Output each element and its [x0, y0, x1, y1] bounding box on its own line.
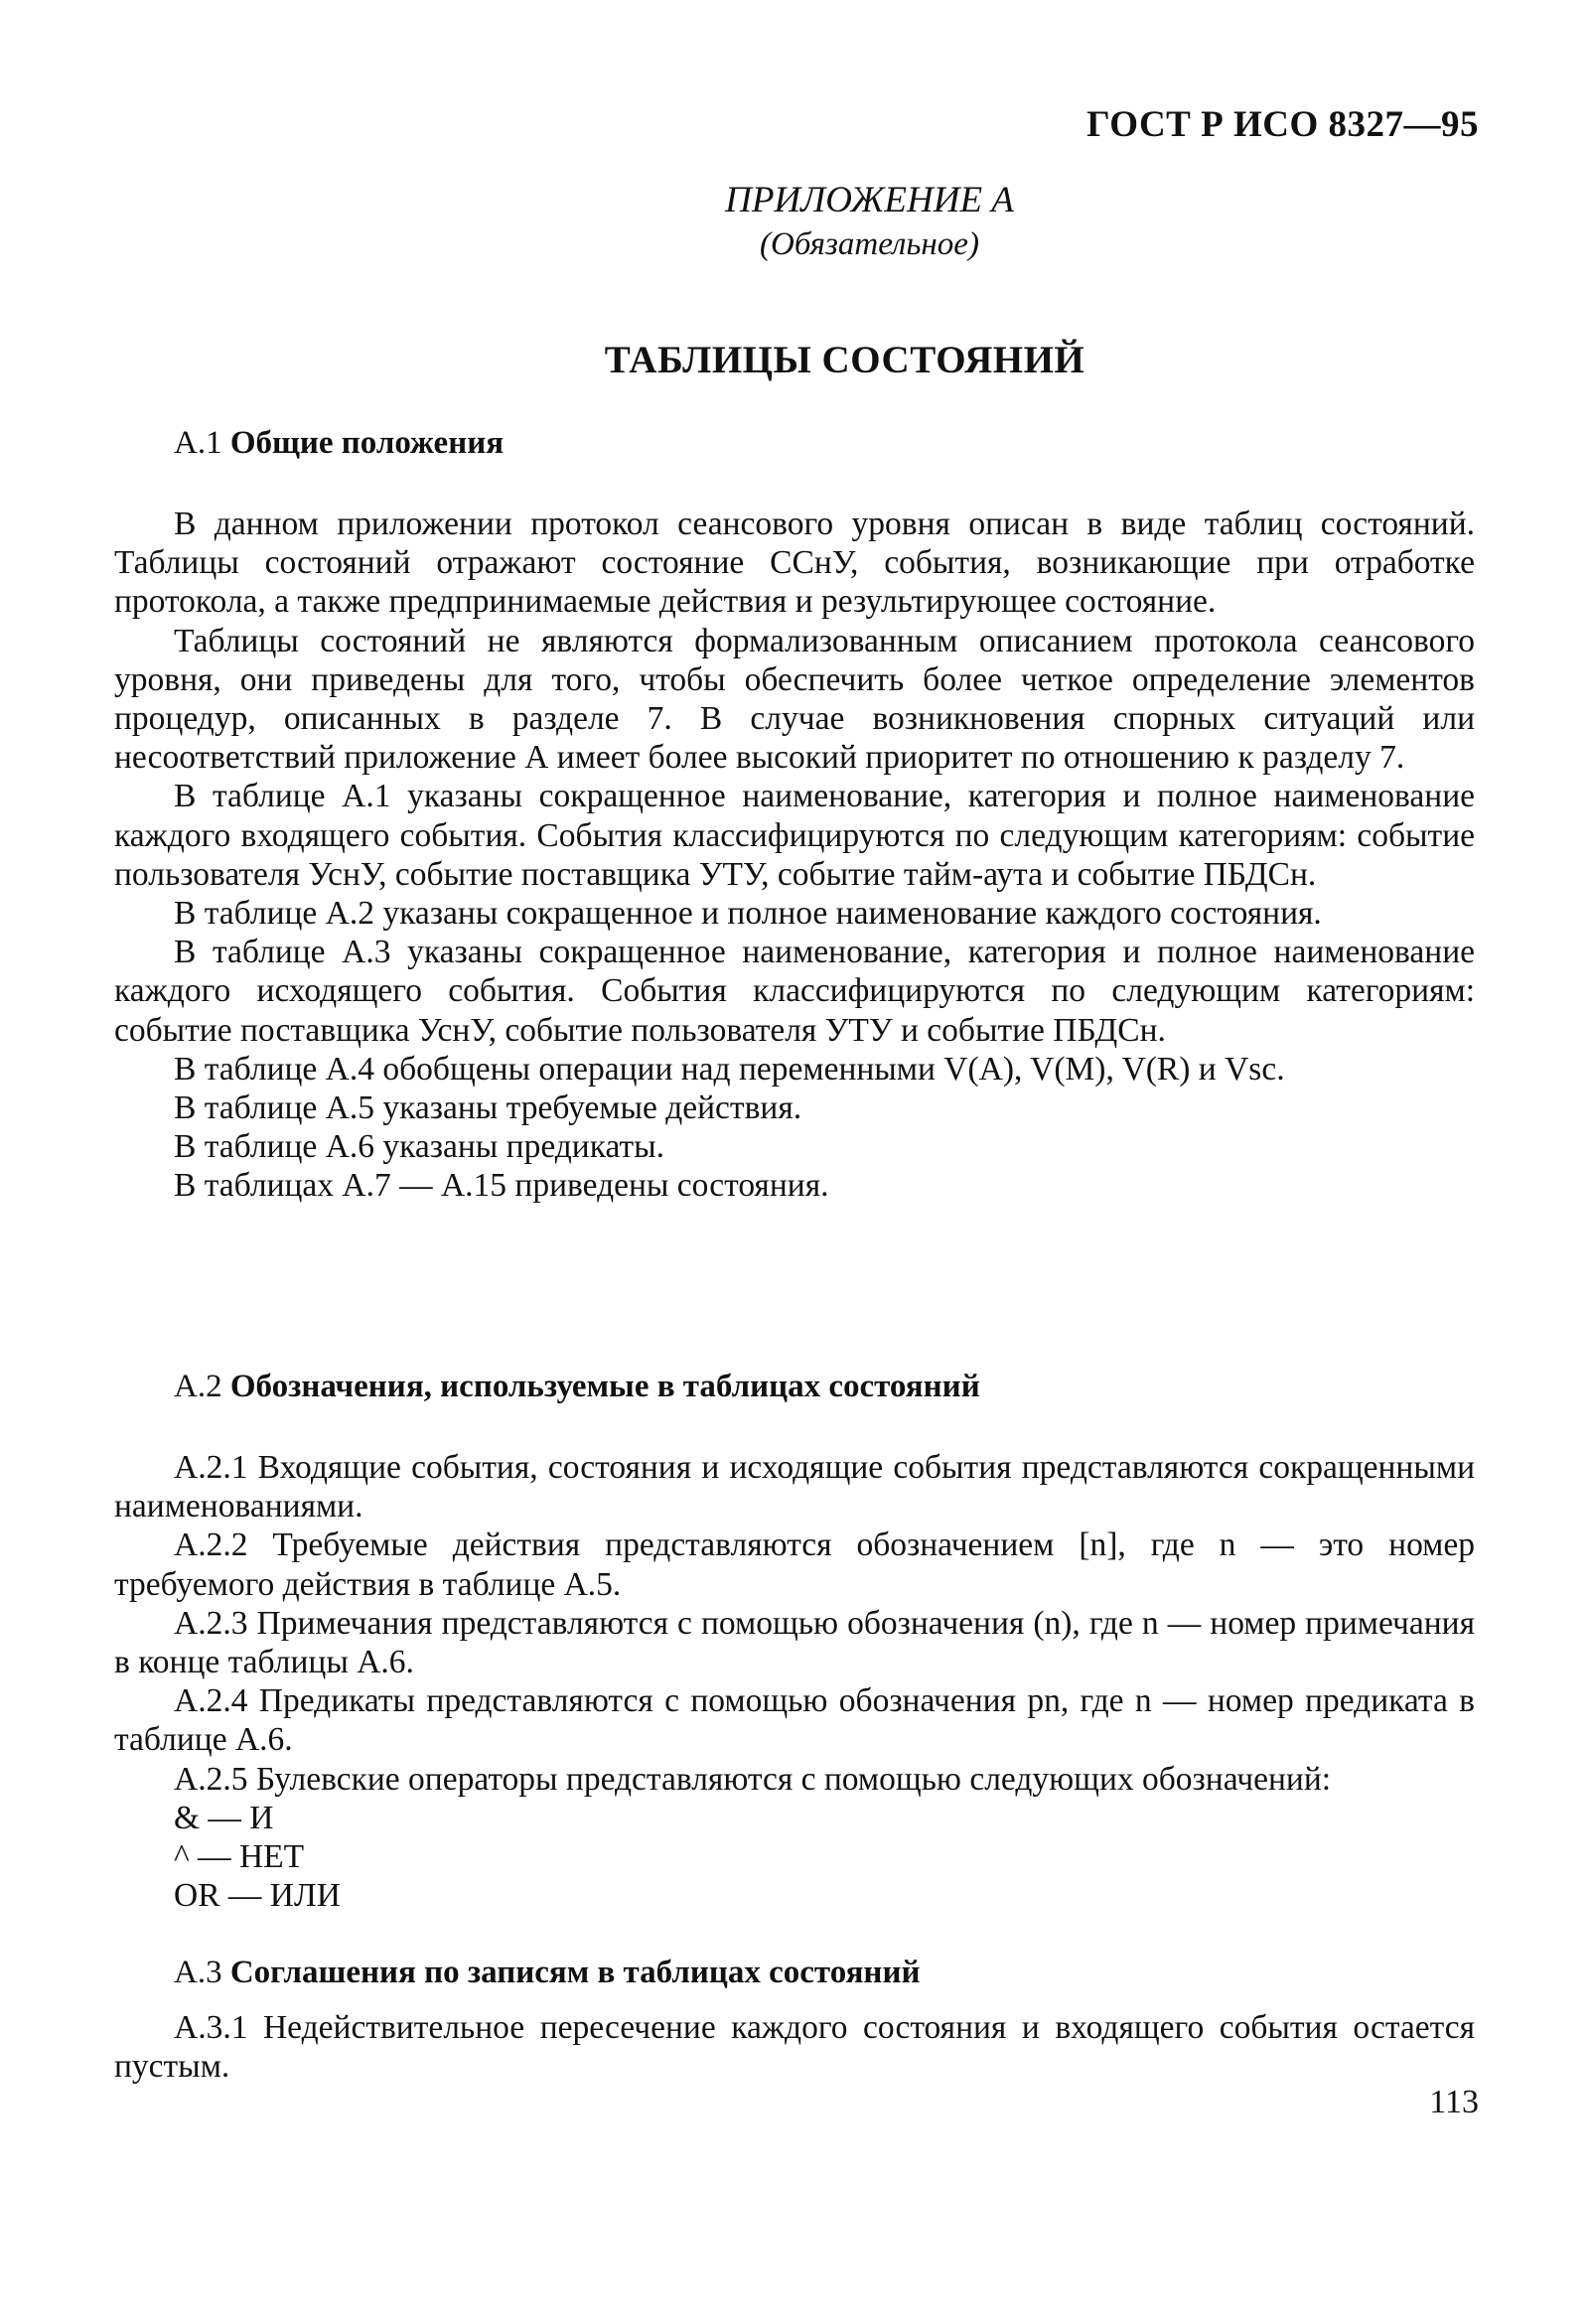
section-number: А.2	[174, 1369, 222, 1404]
paragraph: В таблице А.1 указаны сокращенное наименование, категория и полное наименование каждого входящего события. События классифицируются по следующим категориям: событие пользователя УснУ, событие поставщика УТУ, событие тайм-аута и событие ПБДСн.	[114, 778, 1475, 893]
operator-line: OR — ИЛИ	[174, 1877, 341, 1915]
paragraph: В таблице А.6 указаны предикаты.	[174, 1128, 665, 1166]
paragraph: В таблице А.2 указаны сокращенное и полное наименование каждого состояния.	[174, 895, 1322, 933]
main-title: ТАБЛИЦЫ СОСТОЯНИЙ	[604, 339, 1085, 381]
paragraph: А.2.5 Булевские операторы представляются с помощью следующих обозначений:	[174, 1760, 1332, 1798]
section-a1-body	[114, 505, 1475, 1206]
paragraph: А.2.3 Примечания представляются с помощью обозначения (n), где n — номер примечания в конце таблицы А.6.	[114, 1604, 1475, 1681]
paragraph: В таблице А.5 указаны требуемые действия.	[174, 1089, 802, 1127]
appendix-subtitle: (Обязательное)	[760, 226, 979, 262]
section-heading-a1	[174, 425, 504, 462]
paragraph: А.2.2 Требуемые действия представляются обозначением [n], где n — это номер требуемого действия в таблице А.5.	[114, 1526, 1475, 1603]
section-a3-body	[114, 2008, 1475, 2086]
paragraph: А.2.1 Входящие события, состояния и исходящие события представляются сокращенными наименованиями.	[114, 1449, 1475, 1525]
paragraph: В таблице А.3 указаны сокращенное наименование, категория и полное наименование каждого исходящего события. События классифицируются по следующим категориям: событие поставщика УснУ, событие пользователя УТУ и событие ПБДСн.	[114, 934, 1475, 1049]
section-number: А.1	[174, 425, 222, 461]
paragraph: В таблицах А.7 — А.15 приведены состояния.	[174, 1167, 829, 1205]
page-number: 113	[1429, 2084, 1479, 2120]
paragraph: А.2.4 Предикаты представляются с помощью обозначения pn, где n — номер предиката в таблице А.6.	[114, 1682, 1475, 1759]
paragraph: А.3.1 Недействительное пересечение каждого состояния и входящего события остается пустым.	[114, 2009, 1475, 2086]
section-heading-a2	[174, 1369, 980, 1405]
section-heading-a3	[174, 1955, 920, 1991]
appendix-title: ПРИЛОЖЕНИЕ А	[725, 180, 1014, 220]
standard-code: ГОСТ Р ИСО 8327—95	[1086, 104, 1479, 145]
section-title: Соглашения по записям в таблицах состояний	[229, 1955, 921, 1990]
section-title: Обозначения, используемые в таблицах состояний	[229, 1369, 980, 1404]
paragraph: В таблице А.4 обобщены операции над переменными V(A), V(M), V(R) и Vsc.	[174, 1050, 1285, 1088]
operator-line: ^ — НЕТ	[174, 1838, 305, 1876]
section-number: А.3	[174, 1955, 222, 1990]
operator-line: & — И	[174, 1799, 274, 1836]
section-a2-body	[114, 1448, 1475, 1915]
paragraph: Таблицы состояний не являются формализованным описанием протокола сеансового уровня, они приведены для того, чтобы обеспечить более четкое определение элементов процедур, описанных в разделе 7. В случае возникновения спорных ситуаций или несоответствий приложение А имеет более высокий приоритет по отношению к разделу 7.	[114, 622, 1475, 777]
section-title: Общие положения	[229, 425, 505, 461]
paragraph: В данном приложении протокол сеансового уровня описан в виде таблиц состояний. Таблицы состояний отражают состояние ССнУ, события, возникающие при отработке протокола, а также предпринимаемые действия и результирующее состояние.	[114, 506, 1475, 621]
